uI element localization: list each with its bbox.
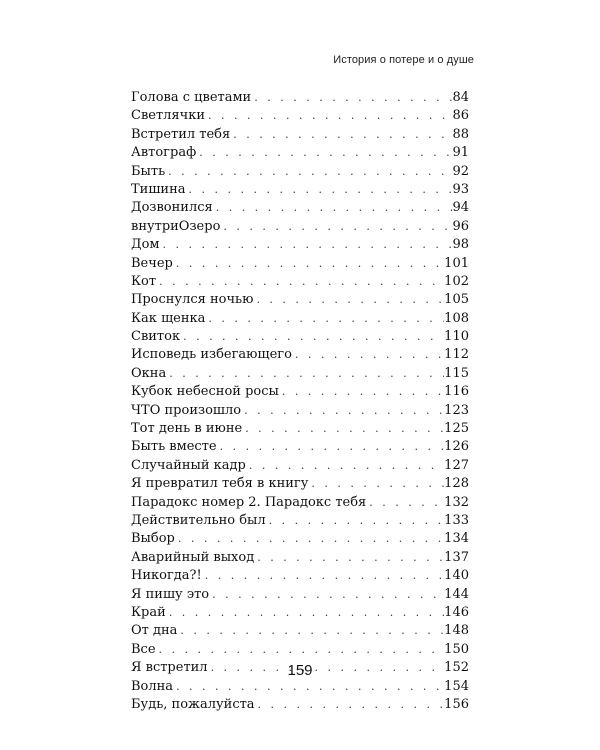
toc-entry-title: Голова с цветами bbox=[131, 90, 252, 105]
toc-entry bbox=[131, 291, 469, 309]
toc-entry-title: Никогда?! bbox=[131, 568, 202, 584]
toc-entry bbox=[131, 218, 469, 236]
toc-entry-title: Дом bbox=[131, 237, 160, 253]
toc-entry-page: 88 bbox=[452, 126, 469, 142]
toc-entry bbox=[131, 622, 469, 640]
toc-entry-title: Кот bbox=[131, 273, 157, 289]
toc-entry bbox=[131, 346, 469, 364]
toc-entry bbox=[131, 107, 469, 125]
dot-leader bbox=[176, 678, 444, 696]
toc-entry-title: Волна bbox=[131, 678, 174, 694]
dot-leader bbox=[199, 144, 452, 162]
toc-entry-page: 140 bbox=[444, 568, 469, 584]
toc-entry bbox=[131, 641, 469, 659]
toc-entry-page: 115 bbox=[444, 365, 469, 381]
toc-entry bbox=[131, 328, 469, 346]
toc-entry-title: Все bbox=[131, 641, 156, 657]
toc-entry-title: Я превратил тебя в книгу bbox=[131, 476, 309, 492]
toc-entry-title: Случайный кадр bbox=[131, 457, 246, 473]
toc-entry bbox=[131, 163, 469, 181]
toc-entry bbox=[131, 530, 469, 548]
dot-leader bbox=[254, 89, 452, 107]
dot-leader bbox=[216, 199, 453, 217]
toc-entry bbox=[131, 236, 469, 254]
toc-entry bbox=[131, 402, 469, 420]
toc-entry-page: 127 bbox=[444, 457, 469, 473]
toc-entry-page: 128 bbox=[444, 476, 469, 492]
dot-leader bbox=[295, 346, 444, 364]
dot-leader bbox=[159, 641, 445, 659]
dot-leader bbox=[212, 586, 444, 604]
toc-entry-title: ЧТО произошло bbox=[131, 402, 242, 418]
toc-entry bbox=[131, 89, 469, 107]
toc-entry bbox=[131, 678, 469, 696]
toc-entry-title: Исповедь избегающего bbox=[131, 347, 292, 363]
toc-entry-title: Тот день в июне bbox=[131, 421, 243, 437]
toc-entry-title: Вечер bbox=[131, 255, 173, 271]
toc-entry-page: 125 bbox=[444, 421, 469, 437]
toc-entry bbox=[131, 383, 469, 401]
toc-entry-title: Как щенка bbox=[131, 310, 206, 326]
dot-leader bbox=[244, 402, 444, 420]
table-of-contents bbox=[131, 89, 469, 714]
toc-entry-title: Будь, пожалуйста bbox=[131, 696, 255, 712]
toc-entry-page: 105 bbox=[444, 292, 469, 308]
toc-entry bbox=[131, 438, 469, 456]
running-head: История о потере и о душе bbox=[333, 54, 474, 66]
dot-leader bbox=[159, 273, 444, 291]
toc-entry bbox=[131, 494, 469, 512]
toc-entry bbox=[131, 181, 469, 199]
dot-leader bbox=[163, 236, 453, 254]
toc-entry-title: Парадокс номер 2. Парадокс тебя bbox=[131, 494, 367, 510]
toc-entry-page: 123 bbox=[444, 402, 469, 418]
toc-entry bbox=[131, 144, 469, 162]
toc-entry bbox=[131, 420, 469, 438]
dot-leader bbox=[176, 255, 444, 273]
dot-leader bbox=[223, 218, 452, 236]
toc-entry-page: 98 bbox=[452, 237, 469, 253]
toc-entry-title: Кубок небесной росы bbox=[131, 384, 279, 400]
toc-entry-page: 148 bbox=[444, 623, 469, 639]
toc-entry-page: 86 bbox=[452, 108, 469, 124]
toc-entry-page: 150 bbox=[444, 641, 469, 657]
toc-entry bbox=[131, 365, 469, 383]
toc-entry-page: 94 bbox=[452, 200, 469, 216]
toc-entry-title: Окна bbox=[131, 365, 167, 381]
toc-entry bbox=[131, 567, 469, 585]
dot-leader bbox=[257, 549, 444, 567]
toc-entry-page: 152 bbox=[444, 660, 469, 676]
toc-entry-page: 116 bbox=[444, 384, 469, 400]
toc-entry-title: От дна bbox=[131, 623, 178, 639]
toc-entry bbox=[131, 310, 469, 328]
toc-entry-title: Аварийный выход bbox=[131, 549, 255, 565]
dot-leader bbox=[183, 328, 444, 346]
toc-entry-title: Встретил тебя bbox=[131, 126, 231, 142]
toc-entry bbox=[131, 273, 469, 291]
dot-leader bbox=[169, 365, 444, 383]
dot-leader bbox=[168, 163, 452, 181]
dot-leader bbox=[258, 696, 445, 714]
toc-entry bbox=[131, 549, 469, 567]
dot-leader bbox=[169, 604, 444, 622]
toc-entry-title: внутриОзеро bbox=[131, 218, 221, 234]
dot-leader bbox=[233, 126, 452, 144]
dot-leader bbox=[369, 494, 444, 512]
toc-entry-title: Проснулся ночью bbox=[131, 292, 254, 308]
dot-leader bbox=[180, 622, 444, 640]
toc-entry-page: 84 bbox=[452, 90, 469, 105]
toc-entry bbox=[131, 199, 469, 217]
toc-entry bbox=[131, 126, 469, 144]
toc-entry-page: 156 bbox=[444, 696, 469, 712]
toc-entry-title: Действительно был bbox=[131, 512, 266, 528]
toc-entry-page: 101 bbox=[444, 255, 469, 271]
toc-entry-page: 96 bbox=[452, 218, 469, 234]
toc-entry-title: Светлячки bbox=[131, 108, 205, 124]
toc-entry-page: 92 bbox=[452, 163, 469, 179]
dot-leader bbox=[256, 291, 444, 309]
toc-entry-page: 126 bbox=[444, 439, 469, 455]
toc-entry bbox=[131, 604, 469, 622]
toc-entry-title: Быть вместе bbox=[131, 439, 217, 455]
toc-entry bbox=[131, 475, 469, 493]
toc-entry-page: 110 bbox=[444, 329, 469, 345]
toc-entry-title: Я встретил bbox=[131, 660, 208, 676]
dot-leader bbox=[208, 310, 444, 328]
dot-leader bbox=[220, 438, 445, 456]
dot-leader bbox=[178, 530, 444, 548]
toc-entry-page: 133 bbox=[444, 512, 469, 528]
toc-entry bbox=[131, 512, 469, 530]
toc-entry-page: 132 bbox=[444, 494, 469, 510]
toc-entry-title: Быть bbox=[131, 163, 166, 179]
toc-entry-title: Автограф bbox=[131, 145, 197, 161]
dot-leader bbox=[311, 475, 444, 493]
dot-leader bbox=[208, 107, 452, 125]
toc-entry-page: 102 bbox=[444, 273, 469, 289]
page-number: 159 bbox=[287, 662, 313, 679]
dot-leader bbox=[269, 512, 445, 530]
toc-entry-title: Свиток bbox=[131, 329, 181, 345]
toc-entry-page: 144 bbox=[444, 586, 469, 602]
toc-entry-page: 154 bbox=[444, 678, 469, 694]
toc-entry-title: Край bbox=[131, 604, 166, 620]
toc-entry-title: Тишина bbox=[131, 181, 186, 197]
toc-entry-title: Я пишу это bbox=[131, 586, 210, 602]
toc-entry-title: Выбор bbox=[131, 531, 175, 547]
toc-entry-page: 112 bbox=[444, 347, 469, 363]
dot-leader bbox=[282, 383, 444, 401]
dot-leader bbox=[245, 420, 444, 438]
toc-entry bbox=[131, 586, 469, 604]
toc-entry-title: Дозвонился bbox=[131, 200, 213, 216]
toc-entry-page: 137 bbox=[444, 549, 469, 565]
dot-leader bbox=[205, 567, 444, 585]
toc-entry-page: 91 bbox=[452, 145, 469, 161]
toc-entry bbox=[131, 457, 469, 475]
toc-entry-page: 108 bbox=[444, 310, 469, 326]
toc-entry bbox=[131, 255, 469, 273]
toc-entry bbox=[131, 696, 469, 714]
toc-entry-page: 146 bbox=[444, 604, 469, 620]
dot-leader bbox=[249, 457, 444, 475]
toc-entry-page: 93 bbox=[452, 181, 469, 197]
toc-entry-page: 134 bbox=[444, 531, 469, 547]
dot-leader bbox=[189, 181, 453, 199]
